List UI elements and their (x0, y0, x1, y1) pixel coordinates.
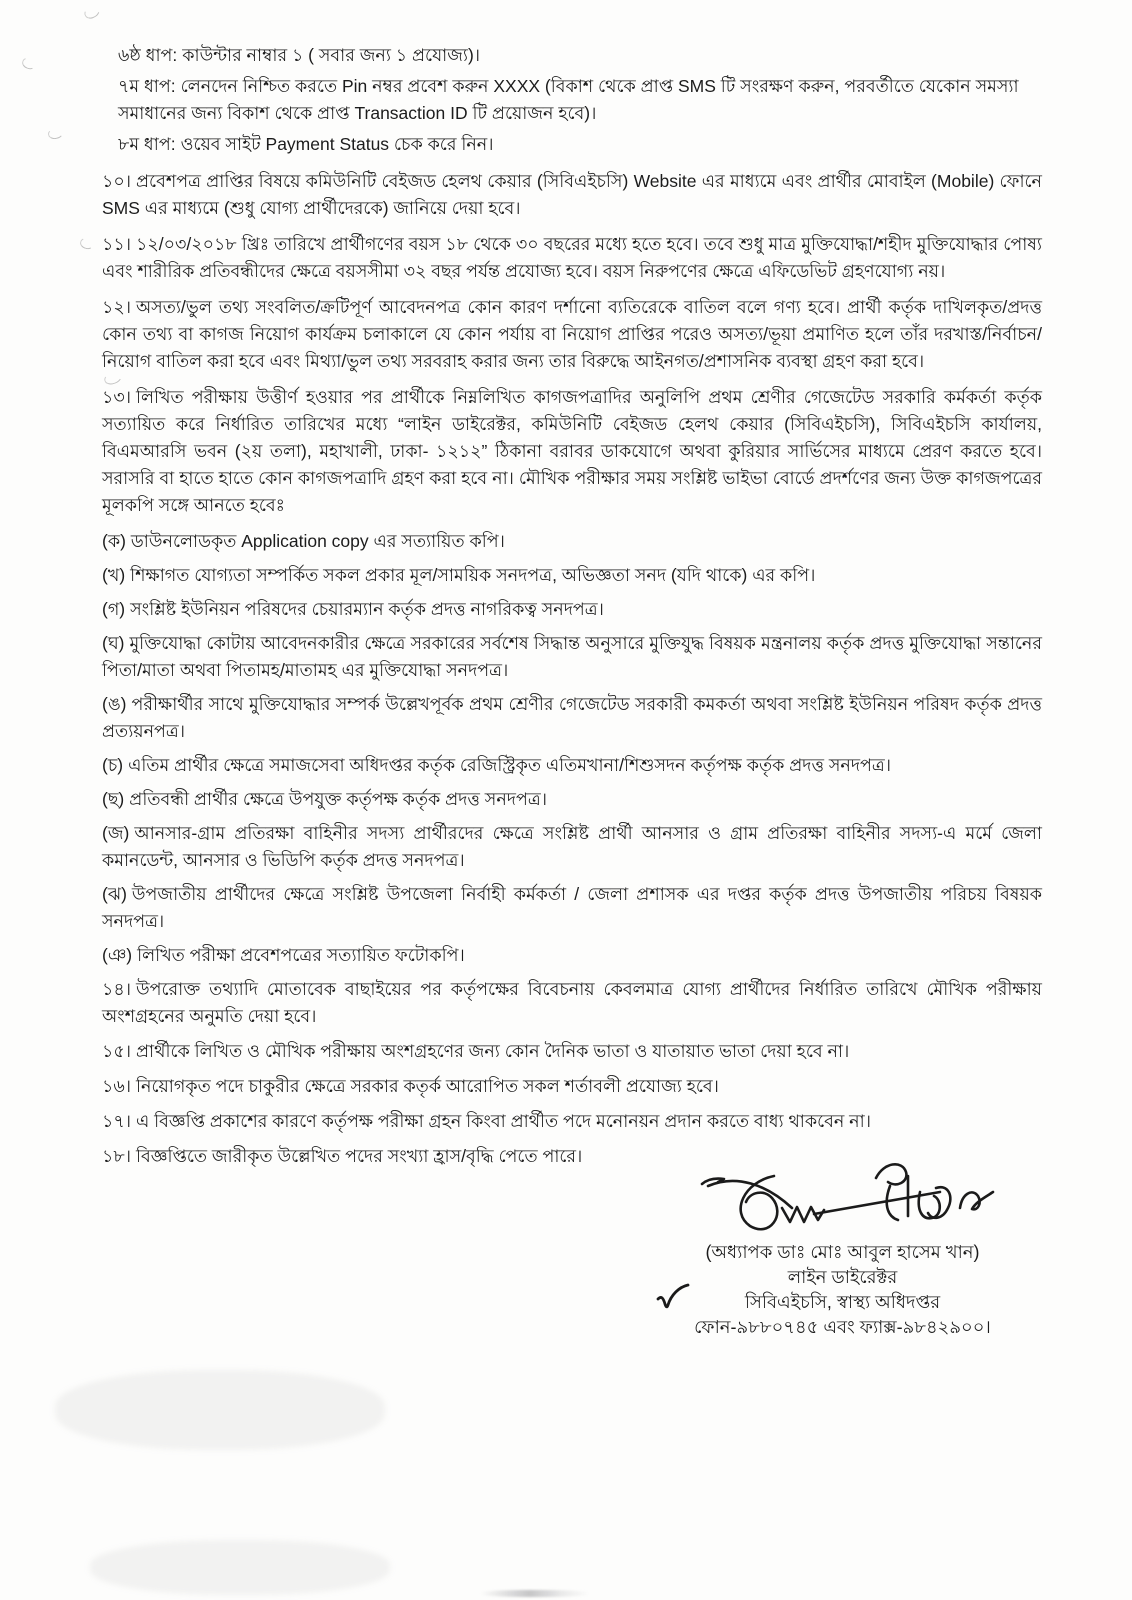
step-label: ৬ষ্ঠ ধাপ: (118, 45, 178, 65)
clause-number: ১০। (102, 171, 131, 191)
clause-item (102, 168, 1042, 222)
clause-item (102, 1108, 1042, 1135)
document-text: শিক্ষাগত যোগ্যতা সম্পর্কিত সকল প্রকার মূল/সাময়িক সনদপত্র, অভিজ্ঞতা সনদ (যদি থাকে) এর কপি। (130, 565, 816, 585)
document-text: মুক্তিযোদ্ধা কোটায় আবেদনকারীর ক্ষেত্রে সরকারের সর্বশেষ সিদ্ধান্ত অনুসারে মুক্তিযুদ্ধ বিষয়ক মন্ত্রনালয় কর্তৃক প্রদত্ত মুক্তিযোদ্ধা সন্তানের পিতা/মাতা অথবা পিতামহ/মাতামহ এর মুক্তিযোদ্ধা সনদপত্র। (102, 633, 1042, 680)
signatory-title: লাইন ডাইরেক্টর (787, 1267, 898, 1287)
clause-item (102, 231, 1042, 285)
signatory-name: (অধ্যাপক ডাঃ মোঃ আবুল হাসেম খান) (705, 1242, 980, 1262)
scan-artifact (90, 1540, 390, 1595)
scan-artifact (47, 127, 64, 140)
clause-text: ১২/০৩/২০১৮ খ্রিঃ তারিখে প্রার্থীগণের বয়স ১৮ থেকে ৩০ বছরের মধ্যে হতে হবে। তবে শুধু মাত্র মুক্তিযোদ্ধা/শহীদ মুক্তিযোদ্ধার পোষ্য এবং শারীরিক প্রতিবন্ধীদের ক্ষেত্রে বয়সসীমা ৩২ বছর পর্যন্ত প্রযোজ্য হবে। বয়স নিরুপণের ক্ষেত্রে এফিডেভিট গ্রহণযোগ্য নয়। (102, 234, 1042, 281)
document-item (102, 786, 1042, 813)
scan-artifact (82, 3, 102, 21)
document-letter: (চ) (102, 755, 124, 775)
clause-text: প্রার্থীকে লিখিত ও মৌখিক পরীক্ষায় অংশগ্রহণের জন্য কোন দৈনিক ভাতা ও যাতায়াত ভাতা দেয়া হবে না। (135, 1041, 850, 1061)
step-label: ৭ম ধাপ: (118, 76, 176, 96)
clause-text: প্রবেশপত্র প্রাপ্তির বিষয়ে কমিউনিটি বেইজড হেলথ কেয়ার (সিবিএইচসি) Website এর মাধ্যমে এবং প্রার্থীর মোবাইল (Mobile) ফোনে SMS এর মাধ্যমে (শুধু যোগ্য প্রার্থীদেরকে) জানিয়ে দেয়া হবে। (102, 171, 1042, 218)
step-text: ওয়েব সাইট Payment Status চেক করে নিন। (180, 134, 494, 154)
clause-number: ১৬। (102, 1076, 131, 1096)
scan-artifact (480, 1590, 590, 1597)
document-text: আনসার-গ্রাম প্রতিরক্ষা বাহিনীর সদস্য প্রার্থীরদের ক্ষেত্রে সংশ্লিষ্ট প্রার্থী আনসার ও গ্রাম প্রতিরক্ষা বাহিনীর সদস্য-এ মর্মে জেলা কমানডেন্ট, আনসার ও ভিডিপি কর্তৃক প্রদত্ত সনদপত্র। (102, 823, 1042, 870)
step-label: ৮ম ধাপ: (118, 134, 176, 154)
document-text: প্রতিবন্ধী প্রার্থীর ক্ষেত্রে উপযুক্ত কর্তৃপক্ষ কর্তৃক প্রদত্ত সনদপত্র। (129, 789, 547, 809)
document-item (102, 881, 1042, 935)
step-text: লেনদেন নিশ্চিত করতে Pin নম্বর প্রবেশ করুন XXXX (বিকাশ থেকে প্রাপ্ত SMS টি সংরক্ষণ করুন, পরবর্তীতে যেকোন সমস্যা সমাধানের জন্য বিকাশ থেকে প্রাপ্ত Transaction ID টি প্রয়োজন হবে)। (118, 76, 1019, 123)
clause-number: ১২। (102, 297, 131, 317)
clause-text: নিয়োগকৃত পদে চাকুরীর ক্ষেত্রে সরকার কতৃর্ক আরোপিত সকল শর্তাবলী প্রযোজ্য হবে। (136, 1076, 719, 1096)
clause-number: ১৭। (102, 1111, 131, 1131)
payment-steps-section (102, 42, 1042, 158)
document-text: পরীক্ষার্থীর সাথে মুক্তিযোদ্ধার সম্পর্ক উল্লেখপূর্বক প্রথম শ্রেণীর গেজেটেড সরকারী কমকর্তা অথবা সংশ্লিষ্ট ইউনিয়ন পরিষদ কর্তৃক প্রদত্ত প্রত্যয়নপত্র। (102, 694, 1042, 741)
signature-block (640, 1150, 1045, 1340)
scan-artifact (79, 236, 95, 250)
clause-text: উপরোক্ত তথ্যাদি মোতাবেক বাছাইয়ের পর কর্তৃপক্ষের বিবেচনায় কেবলমাত্র যোগ্য প্রার্থীদের নির্ধারিত তারিখে মৌখিক পরীক্ষায় অংশগ্রহনের অনুমতি দেয়া হবে। (102, 979, 1042, 1026)
clause-text: লিখিত পরীক্ষায় উত্তীর্ণ হওয়ার পর প্রার্থীকে নিম্নলিখিত কাগজপত্রাদির অনুলিপি প্রথম শ্রেণীর গেজেটেড সরকারি কর্মকর্তা কর্তৃক সত্যায়িত করে নির্ধারিত তারিখের মধ্যে “লাইন ডাইরেক্টর, কমিউনিটি বেইজড হেলথ কেয়ার (সিবিএইচসি), সিবিএইচসি কার্যালয়, বিএমআরসি ভবন (২য় তলা), মহাখালী, ঢাকা- ১২১২” ঠিকানা বরাবর ডাকযোগে অথবা কুরিয়ার সার্ভিসের মাধ্যমে প্রেরণ করতে হবে। সরাসরি বা হাতে হাতে কোন কাগজপত্রাদি গ্রহণ করা হবে না। মৌখিক পরীক্ষার সময় সংশ্লিষ্ট ভাইভা বোর্ডে প্রদর্শণের জন্য উক্ত কাগজপত্রের মূলকপি সঙ্গে আনতে হবেঃ (102, 387, 1042, 515)
document-letter: (জ) (102, 823, 130, 843)
document-text: সংশ্লিষ্ট ইউনিয়ন পরিষদের চেয়ারম্যান কর্তৃক প্রদত্ত নাগরিকত্ব সনদপত্র। (130, 599, 604, 619)
document-item (102, 630, 1042, 684)
document-item (102, 562, 1042, 589)
required-documents-list (102, 528, 1042, 969)
clauses-section (102, 168, 1042, 519)
clause-number: ১৪। (102, 979, 131, 999)
document-item (102, 528, 1042, 555)
clause-item (102, 384, 1042, 519)
document-body (102, 42, 1042, 1178)
document-item (102, 820, 1042, 874)
clause-text: বিজ্ঞপ্তিতে জারীকৃত উল্লেখিত পদের সংখ্যা হ্রাস/বৃদ্ধি পেতে পারে। (135, 1146, 583, 1166)
clause-text: অসত্য/ভুল তথ্য সংবলিত/ক্রটিপূর্ণ আবেদনপত্র কোন কারণ দর্শানো ব্যতিরেকে বাতিল বলে গণ্য হবে। প্রার্থী কর্তৃক দাখিলকৃত/প্রদত্ত কোন তথ্য বা কাগজ নিয়োগ কার্যক্রম চলাকালে যে কোন পর্যায় বা নিয়োগ প্রাপ্তির পরেও অসত্য/ভূয়া প্রমাণিত হলে তাঁর দরখাস্ত/নির্বাচন/নিয়োগ বাতিল করা হবে এবং মিথ্যা/ভুল তথ্য সরবরাহ করার জন্য তার বিরুদ্ধে আইনগত/প্রশাসনিক ব্যবস্থা গ্রহণ করা হবে। (102, 297, 1042, 371)
final-clauses-section (102, 976, 1042, 1170)
document-letter: (গ) (102, 599, 126, 619)
document-item (102, 596, 1042, 623)
signature-icon (688, 1150, 998, 1238)
document-item (102, 691, 1042, 745)
document-text: লিখিত পরীক্ষা প্রবেশপত্রের সত্যায়িত ফটোকপি। (137, 945, 465, 965)
clause-item (102, 294, 1042, 375)
document-text: ডাউনলোডকৃত Application copy এর সত্যায়িত কপি। (130, 531, 505, 551)
step-text: কাউন্টার নাম্বার ১ ( সবার জন্য ১ প্রযোজ্য)। (182, 45, 481, 65)
document-letter: (ঙ) (102, 694, 127, 714)
document-item (102, 752, 1042, 779)
document-letter: (ঞ) (102, 945, 133, 965)
document-letter: (খ) (102, 565, 126, 585)
payment-step (102, 131, 1042, 158)
clause-item (102, 1038, 1042, 1065)
document-text: এতিম প্রার্থীর ক্ষেত্রে সমাজসেবা অধিদপ্তর কর্তৃক রেজিস্ট্রিকৃত এতিমখানা/শিশুসদন কর্তৃপক্ষ কর্তৃক প্রদত্ত সনদপত্র। (128, 755, 892, 775)
clause-item (102, 1073, 1042, 1100)
document-letter: (ক) (102, 531, 126, 551)
clause-number: ১৫। (102, 1041, 131, 1061)
scan-artifact (21, 56, 38, 71)
scan-artifact (55, 1370, 385, 1450)
clause-item (102, 976, 1042, 1030)
document-letter: (ঝ) (102, 884, 127, 904)
payment-step (102, 42, 1042, 69)
document-text: উপজাতীয় প্রার্থীদের ক্ষেত্রে সংশ্লিষ্ট উপজেলা নির্বাহী কর্মকর্তা / জেলা প্রশাসক এর দপ্তর কর্তৃক প্রদত্ত উপজাতীয় পরিচয় বিষয়ক সনদপত্র। (102, 884, 1042, 931)
payment-step (102, 73, 1042, 127)
clause-number: ১১। (102, 234, 131, 254)
clause-number: ১৮। (102, 1146, 131, 1166)
document-item (102, 942, 1042, 969)
document-letter: (ছ) (102, 789, 125, 809)
signatory-organization: সিবিএইচসি, স্বাস্থ্য অধিদপ্তর (744, 1292, 941, 1312)
clause-number: ১৩। (102, 387, 131, 407)
document-letter: (ঘ) (102, 633, 125, 653)
clause-text: এ বিজ্ঞপ্তি প্রকাশের কারণে কর্তৃপক্ষ পরীক্ষা গ্রহন কিংবা প্রার্থীত পদে মনোনয়ন প্রদান করতে বাধ্য থাকবেন না। (136, 1111, 871, 1131)
signatory-contact: ফোন-৯৮৮০৭৪৫ এবং ফ্যাক্স-৯৮৪২৯০০। (694, 1317, 991, 1337)
